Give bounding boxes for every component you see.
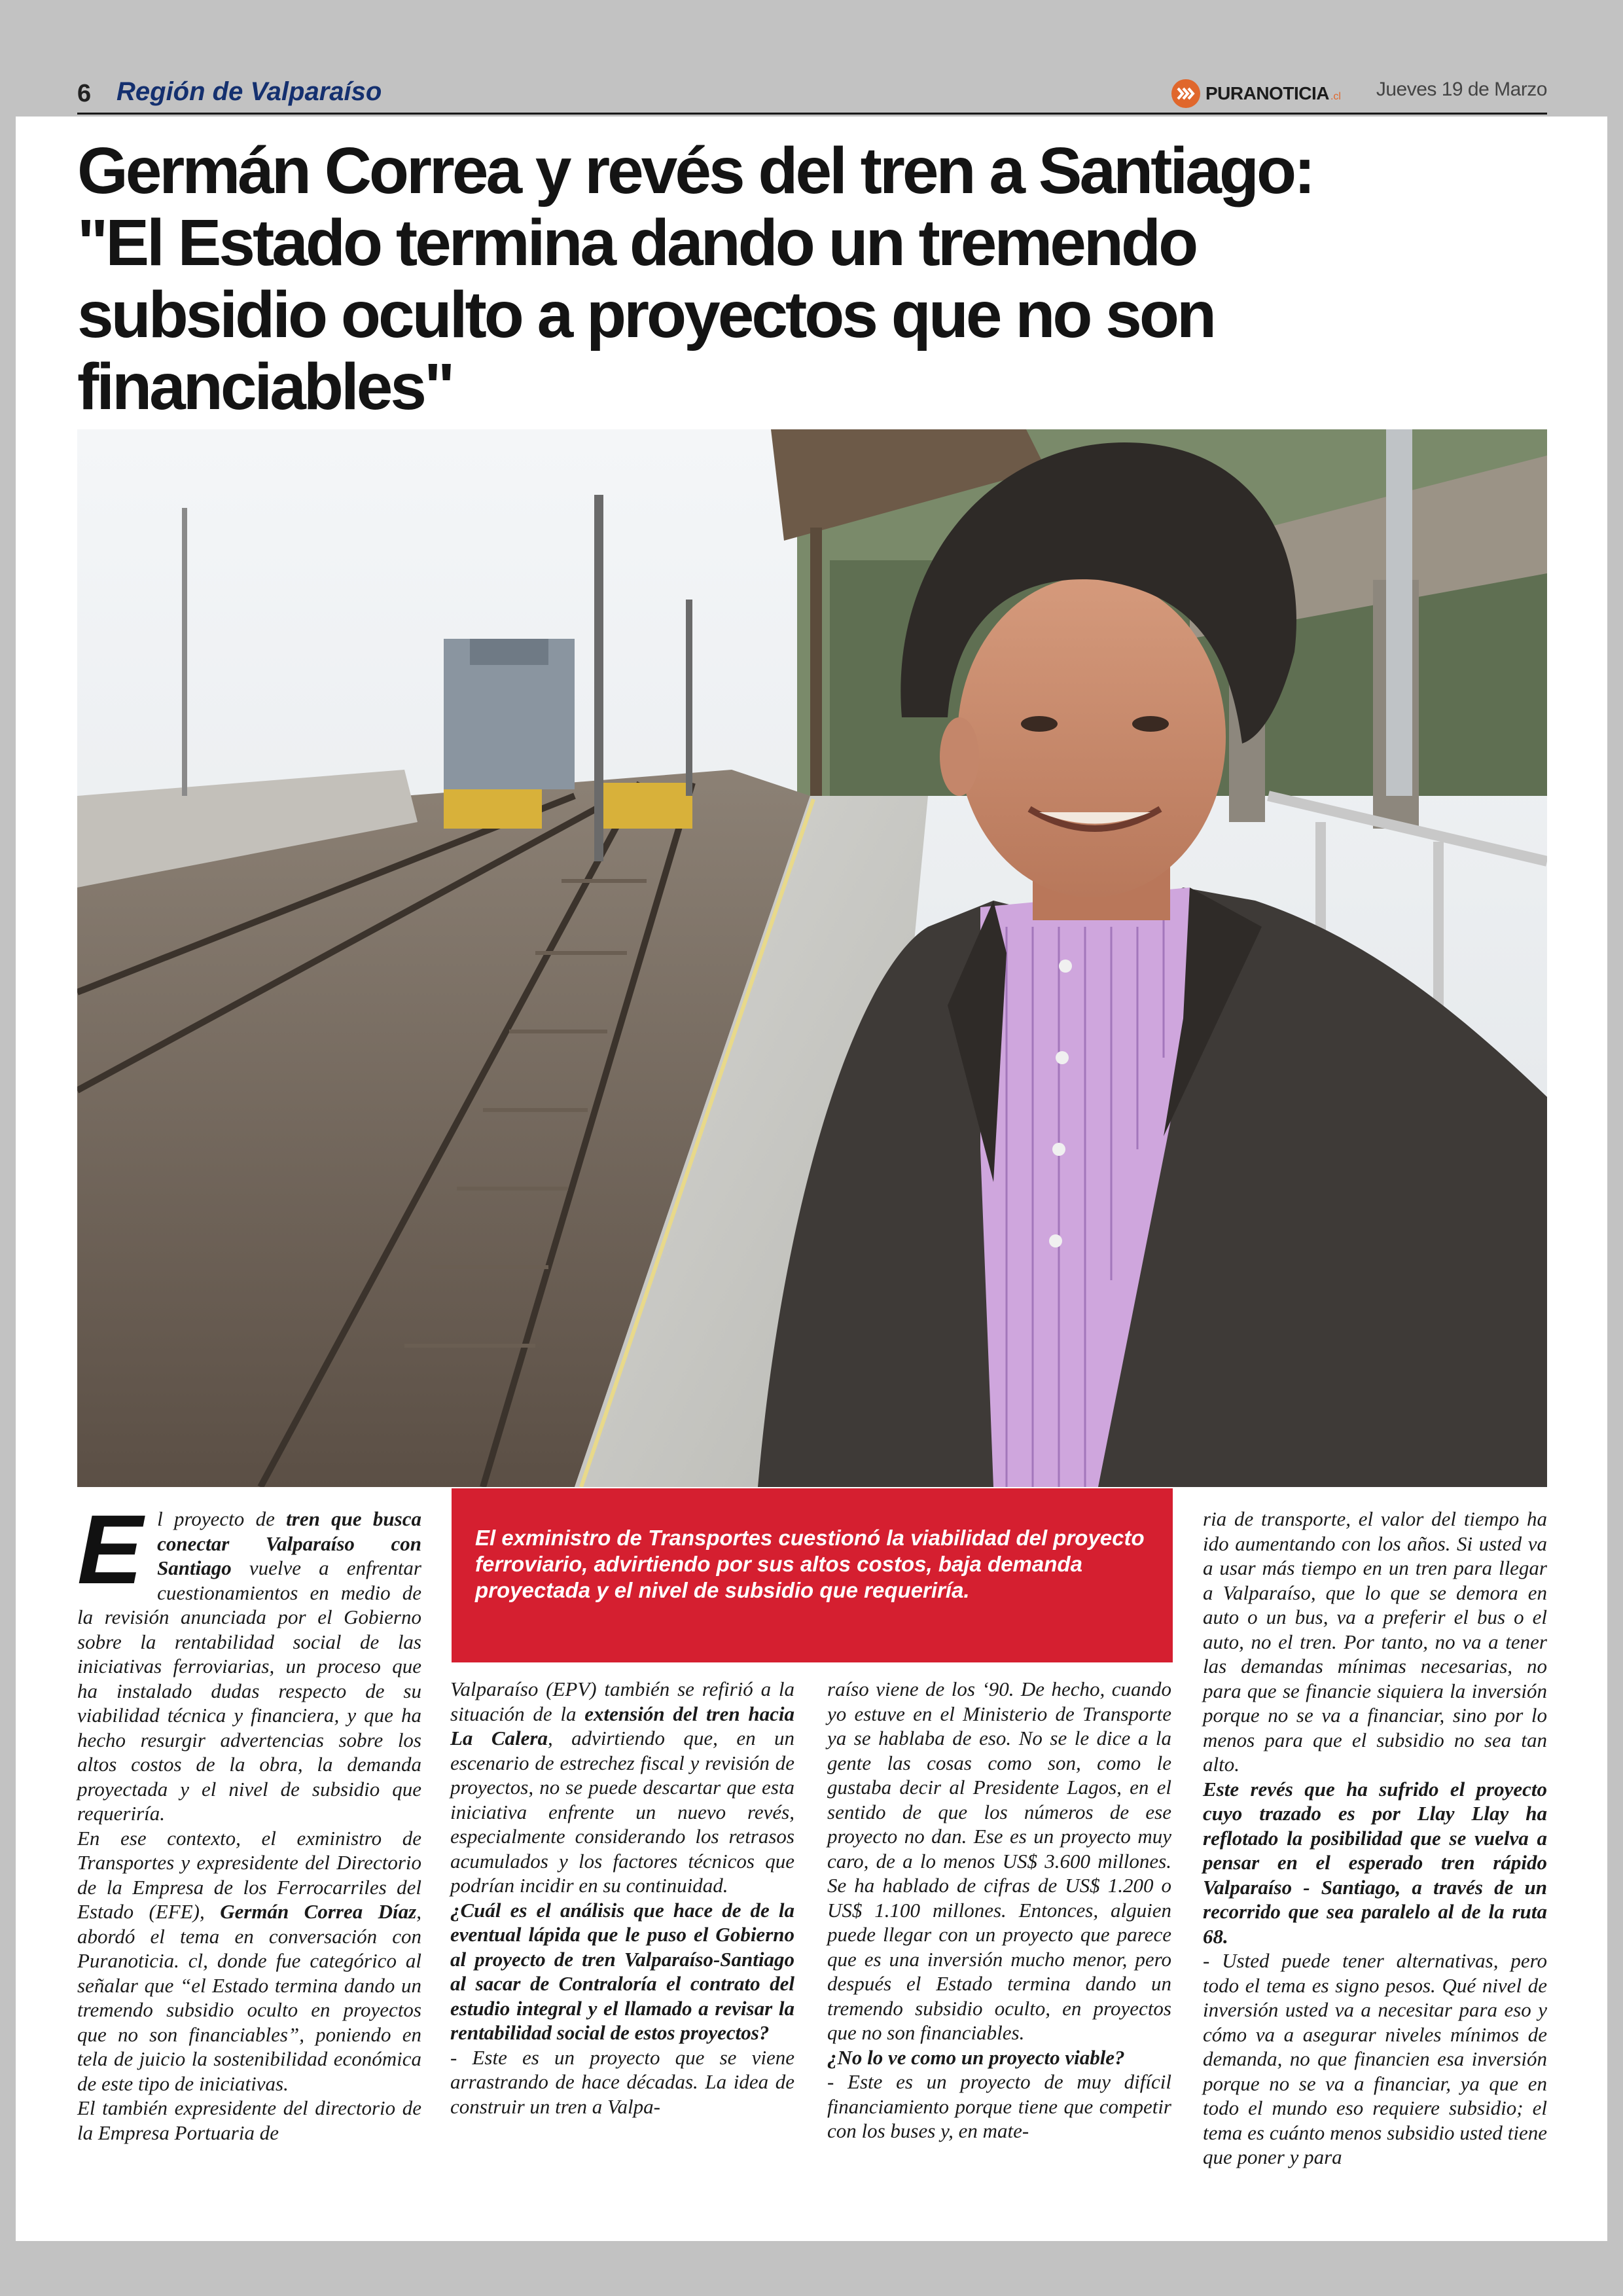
text-run: vuelve a enfrentar cuestionamientos en medio de la revisión anunciada por el Gobierno sobre la rentabilidad social de las iniciativas ferroviarias, un proceso que ha instalado dudas respecto de su viabilidad técnica y financiera, y que ha hecho resurgir advertencias sobre los altos costos de la obra, la demanda proyectada y el nivel de subsidio que requeriría. bbox=[77, 1556, 421, 1825]
callout-box: El exministro de Transportes cuestionó la viabilidad del proyecto ferroviario, advirtiendo por sus altos costos, baja demanda proyectada y el nivel de subsidio que requeriría. bbox=[452, 1488, 1173, 1662]
interview-question: ¿Cuál es el análisis que hace de de la eventual lápida que le puso el Gobierno al proyecto de tren Valparaíso-Santiago al sacar de Contraloría el contrato del estudio integral y el llamado a revisar la rentabilidad social de estos proyectos? bbox=[450, 1898, 794, 2044]
logo-suffix: .cl bbox=[1330, 91, 1341, 102]
headline-line-4: financiables" bbox=[77, 350, 453, 423]
article-column-4 bbox=[1203, 1507, 1547, 2170]
headline-line-1: Germán Correa y revés del tren a Santiago: bbox=[77, 134, 1313, 207]
drop-cap: E bbox=[77, 1494, 143, 1604]
text-run: Valparaíso (EPV) también se refirió a la situación de la bbox=[450, 1677, 794, 1725]
paragraph bbox=[77, 1826, 421, 2096]
text-run: , abordó el tema en conversación con Puranoticia. cl, donde fue categórico al señalar que “el Estado termina dando un tremendo subsidio oculto en proyectos que no son financiables”, poniendo en tela de juicio la sostenibilidad económica de este tipo de iniciativas. bbox=[77, 1900, 421, 2095]
interview-answer: - Usted puede tener alternativas, pero todo el tema es signo pesos. Qué nivel de inversión usted va a necesitar para eso y cómo va a asegurar niveles mínimos de demanda, no que financien esa inversión porque no se va a financiar, ya que en todo el mundo eso requiere subsidio; el tema es cuánto menos subsidio usted tiene que poner y para bbox=[1203, 1949, 1547, 2168]
headline-line-3: subsidio oculto a proyectos que no son bbox=[77, 278, 1215, 351]
bold-run: Germán Correa Díaz bbox=[220, 1900, 417, 1923]
article-column-1 bbox=[77, 1494, 421, 2145]
text-run: , advirtiendo que, en un escenario de estrechez fiscal y revisión de proyectos, no se puede descartar que esta iniciativa enfrente un nuevo revés, especialmente considerando los retrasos acumulados y los factores técnicos que podrían incidir en su continuidad. bbox=[450, 1727, 794, 1897]
interview-answer: - Este es un proyecto de muy difícil financiamiento porque tiene que competir con los buses y, en mate- bbox=[827, 2070, 1171, 2142]
article-column-2 bbox=[450, 1677, 794, 2119]
paragraph: raíso viene de los ‘90. De hecho, cuando yo estuve en el Ministerio de Transporte ya se hablaba de eso. No se le dice a la gente las cosas como son, como le gustaba decir al Presidente Lagos, en el sentido de que los números de ese proyecto no dan. Ese es un proyecto muy caro, de a lo menos US$ 3.600 millones. Se ha hablado de cifras de US$ 1.200 o US$ 1.100 millones. Entonces, alguien puede llegar con un proyecto que parece que es una inversión mucho menor, pero después el Estado termina dando un tremendo subsidio oculto, en proyectos que no son financiables. bbox=[827, 1677, 1171, 2044]
lead-photo bbox=[77, 429, 1547, 1487]
section-title: Región de Valparaíso bbox=[116, 77, 382, 106]
paragraph: El también expresidente del directorio de la Empresa Portuaria de bbox=[77, 2096, 421, 2144]
text-run: En ese contexto, el exministro de Transportes y expresidente del Directorio de la Empresa de los Ferrocarriles del Estado (EFE), bbox=[77, 1826, 421, 1923]
issue-date: Jueves 19 de Marzo bbox=[1376, 79, 1547, 100]
masthead-rule bbox=[77, 113, 1547, 115]
logo-text: PURANOTICIA bbox=[1205, 83, 1329, 103]
interview-answer: - Este es un proyecto que se viene arrastrando de hace décadas. La idea de construir un tren a Valpa- bbox=[450, 2045, 794, 2118]
railway-portrait-illustration bbox=[77, 429, 1547, 1487]
paragraph bbox=[77, 1494, 421, 1826]
interview-question: Este revés que ha sufrido el proyecto cuyo trazado es por Llay Llay ha reflotado la posibilidad que se vuelva a pensar en el esperado tren rápido Valparaíso - Santiago, a través de un recorrido que sea paralelo al de la ruta 68. bbox=[1203, 1777, 1547, 1948]
logo-chevrons-icon bbox=[1171, 79, 1200, 108]
headline-line-2: "El Estado termina dando un tremendo bbox=[77, 206, 1196, 279]
page-number: 6 bbox=[77, 80, 92, 107]
puranoticia-logo bbox=[1171, 77, 1341, 110]
article-column-3 bbox=[827, 1677, 1171, 2144]
headline bbox=[77, 135, 1556, 423]
paragraph bbox=[450, 1677, 794, 1898]
text-run: l proyecto de bbox=[157, 1507, 287, 1530]
bold-run: extensión del tren hacia La Calera bbox=[450, 1702, 794, 1749]
bold-run: tren que busca conectar Valparaíso con Santiago bbox=[157, 1507, 421, 1579]
paragraph: ria de transporte, el valor del tiempo ha ido aumentando con los años. Si usted va a usar más tiempo en un tren para llegar a Valparaíso, que lo que se demora en auto o un bus, va a preferir el bus o el auto, no el tren. Por tanto, no va a tener las demandas mínimas necesarias, no para que se financie siquiera la inversión porque no se va a financiar, sino por lo menos para que el subsidio no sea tan alto. bbox=[1203, 1507, 1547, 1776]
masthead bbox=[77, 71, 1547, 117]
interview-question: ¿No lo ve como un proyecto viable? bbox=[827, 2045, 1125, 2069]
